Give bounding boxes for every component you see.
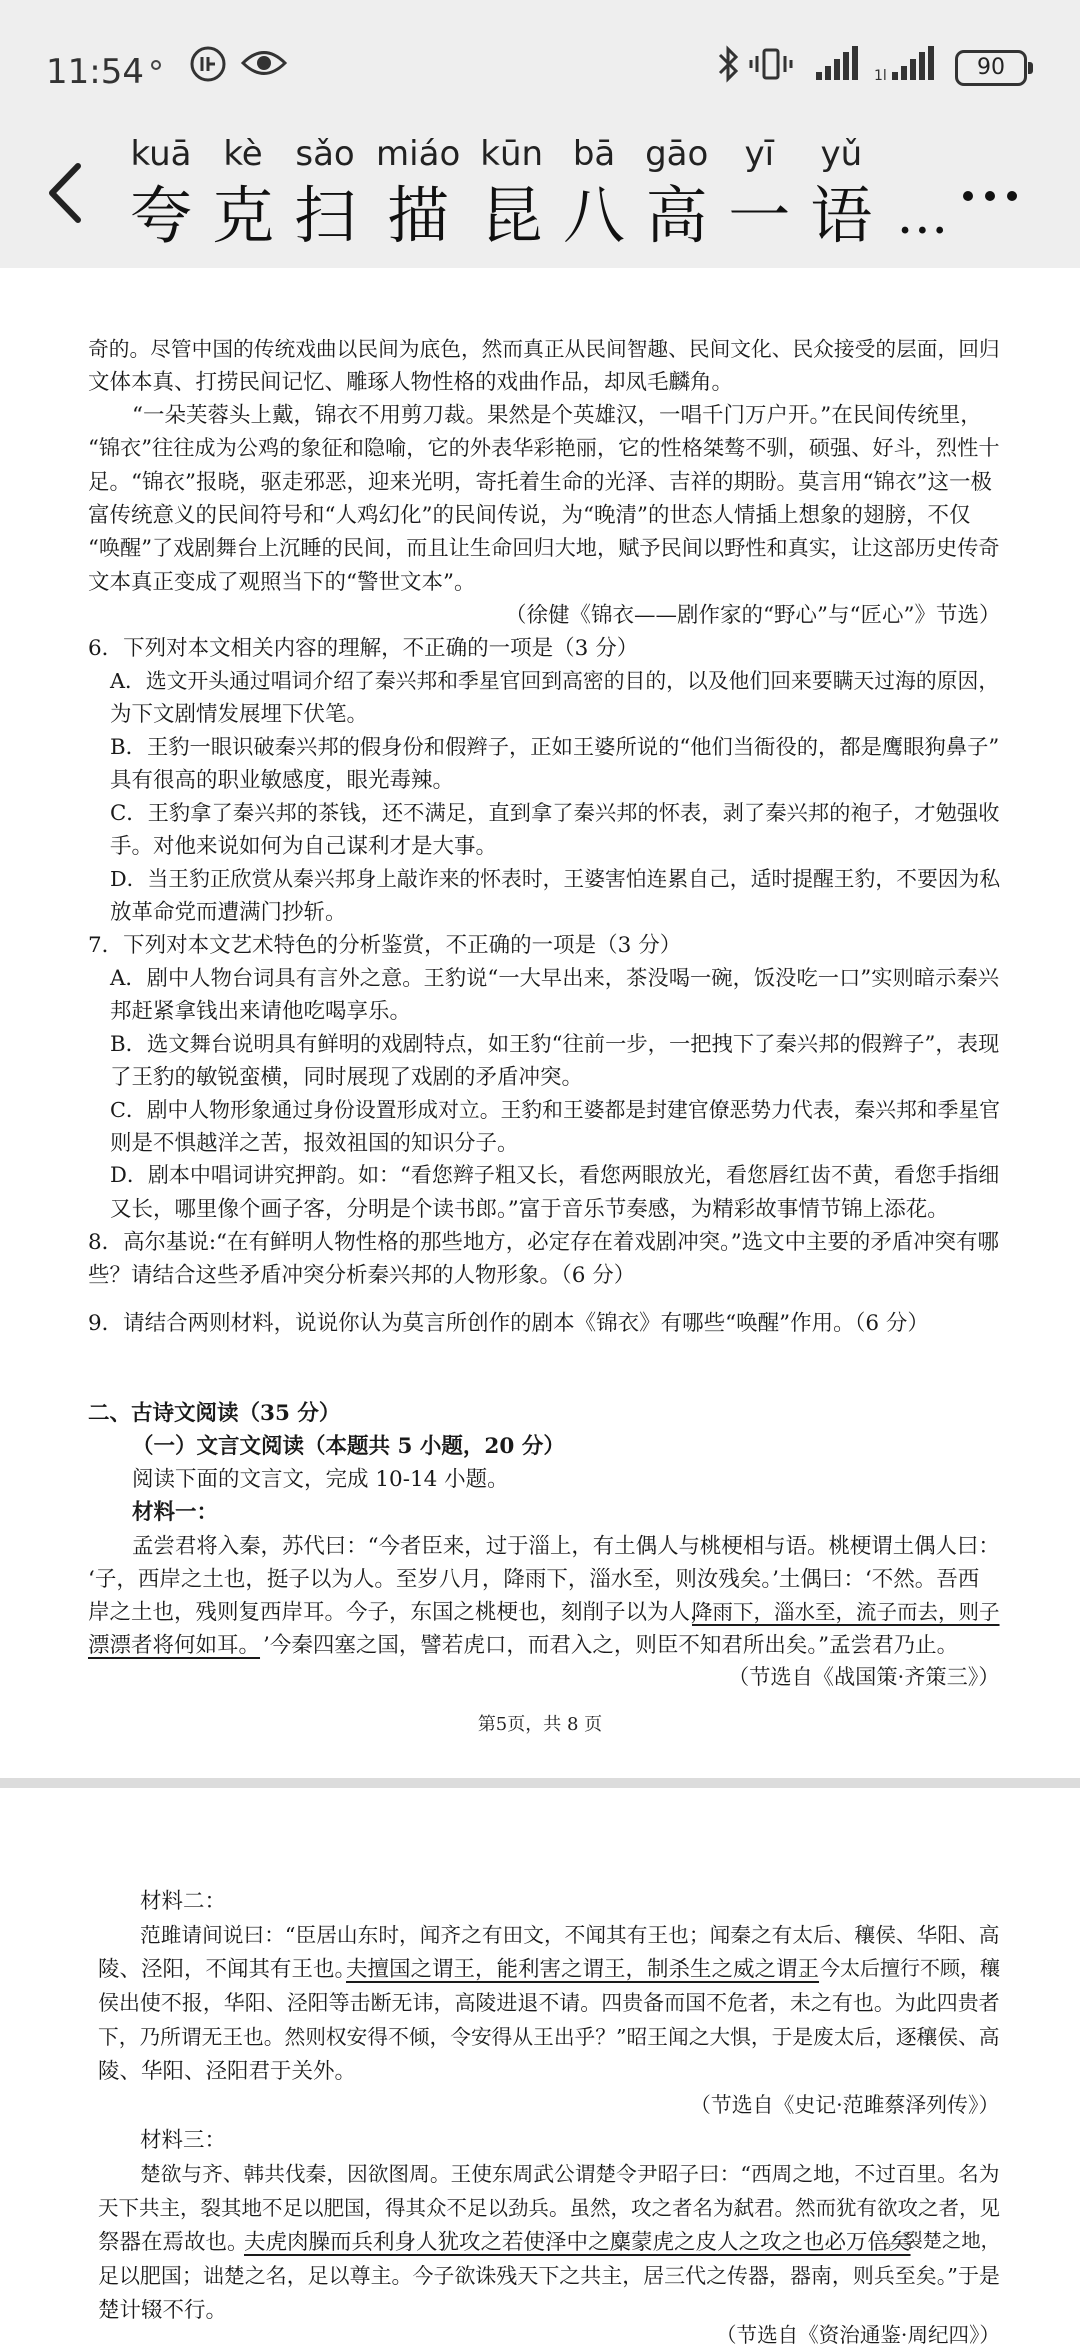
title-ellipsis: … [896, 186, 949, 246]
doc-line: “一朵芙蓉头上戴，锦衣不用剪刀裁。果然是个英雄汉，一唱千门万户开。”在民间传统里， [132, 403, 982, 428]
source-citation: （节选自《战国策·齐策三》） [728, 1664, 1000, 1689]
doc-line: 岸之土也，残则复西岸耳。今子，东国之桃梗也，刻削子以为人， [88, 1600, 712, 1625]
title-char: sǎo 扫 [294, 134, 357, 252]
doc-line: 放革命党而遭满门抄斩。 [110, 900, 347, 925]
option-c: C．剧中人物形象通过身份设置形成对立。王豹和王婆都是封建官僚恶势力代表，秦兴邦和季星官 [110, 1098, 1001, 1122]
source-citation: （节选自《史记·范雎蔡泽列传》） [690, 2093, 1000, 2117]
doc-line: 则是不惧越洋之苦，报效祖国的知识分子。 [110, 1131, 519, 1156]
doc-line: ‘子，西岸之土也，挺子以为人。至岁八月，降雨下，淄水至，则汝残矣。’土偶曰：‘不然。吾西 [88, 1567, 980, 1592]
option-a: A．剧中人物台词具有言外之意。王豹说“一大早出来，茶没喝一碗，饭没吃一口”实则暗示秦兴 [110, 966, 1000, 991]
doc-line: 文体本真、打捞民间记忆、雕琢人物性格的戏曲作品，却凤毛麟角。 [88, 370, 734, 395]
app-notification-icon [188, 44, 228, 88]
doc-line: 阅读下面的文言文，完成 10-14 小题。 [132, 1467, 509, 1492]
signal-strength-2-icon [874, 46, 938, 86]
notification-dot-icon [150, 56, 162, 75]
doc-line: 侯出使不报，华阳、泾阳等击断无讳，高陵进退不请。四贵备而国不危者，未之有也。为此四贵者 [98, 1991, 1000, 2015]
doc-line: 陵、华阳、泾阳君于关外。 [98, 2059, 357, 2084]
option-a: A．选文开头通过唱词介绍了秦兴邦和季星官回到高密的目的，以及他们回来要瞒天过海的原因， [110, 669, 1000, 693]
material-label: 材料二： [140, 1889, 227, 1914]
more-options-button[interactable] [960, 170, 1020, 216]
svg-text:1l: 1l [874, 68, 887, 82]
page-title [130, 132, 948, 256]
section-heading: 二、古诗文阅读（35 分） [88, 1401, 341, 1426]
title-char: bā 八 [563, 134, 626, 252]
doc-line: 下，乃所谓无王也。然则权安得不倾，令安得从王出乎？”昭王闻之大惧，于是废太后，逐穰侯、高 [98, 2025, 1000, 2049]
doc-line: 奇的。尽管中国的传统戏曲以民间为底色，然而真正从民间智趣、民间文化、民众接受的层面，回归 [88, 337, 1000, 361]
doc-line: 具有很高的职业敏感度，眼光毒辣。 [110, 768, 455, 793]
doc-line: 楚计辍不行。 [98, 2298, 228, 2323]
option-b: B．选文舞台说明具有鲜明的戏剧特点，如王豹“往前一步，一把拽下了秦兴邦的假辫子”，表现 [110, 1032, 1000, 1057]
doc-line: 手。对他来说如何为自己谋利才是大事。 [110, 834, 498, 859]
question-9: 9．请结合两则材料，说说你认为莫言所创作的剧本《锦衣》有哪些“唤醒”作用。（6 分） [88, 1311, 929, 1336]
title-char: kuā 夸 [130, 134, 193, 252]
question-7: 7．下列对本文艺术特色的分析鉴赏，不正确的一项是（3 分） [88, 933, 682, 958]
doc-line: 孟尝君将入秦，苏代曰：“今者臣来，过于淄上，有土偶人与桃梗相与语。桃梗谓土偶人曰： [132, 1534, 1000, 1559]
doc-line: ’今秦四塞之国，譬若虎口，而君入之，则臣不知君所出矣。”孟尝君乃止。 [263, 1633, 959, 1658]
material-label: 材料三： [140, 2128, 227, 2153]
material-label: 材料一： [132, 1500, 219, 1525]
page-divider [0, 1778, 1080, 1788]
doc-line: 足。“锦衣”报晓，驱走邪恶，迎来光明，寄托着生命的光泽、吉祥的期盼。莫言用“锦衣”这一极 [88, 470, 992, 495]
underlined-sentence: 漂漂者将何如耳。 [88, 1633, 261, 1658]
subsection-heading: （一）文言文阅读（本题共 5 小题，20 分） [132, 1434, 565, 1459]
doc-line: 陵、泾阳，不闻其有王也。 [98, 1957, 357, 1982]
doc-line: 富传统意义的民间符号和“人鸡幻化”的民间传说，为“晚清”的世态人情插上想象的翅膀，不仅 [88, 503, 971, 528]
doc-line: 了王豹的敏锐蛮横，同时展现了戏剧的矛盾冲突。 [110, 1065, 584, 1090]
option-d: D．当王豹正欣赏从秦兴邦身上敲诈来的怀表时，王婆害怕连累自己，适时提醒王豹，不要因为私 [110, 867, 1001, 891]
doc-line: 。今太后擅行不顾，穰 [800, 1956, 1000, 1980]
doc-line: 祭器在焉故也。 [98, 2230, 249, 2255]
title-char: yī 一 [728, 134, 791, 252]
title-char: gāo 高 [645, 134, 709, 252]
source-citation: （徐健《锦衣——剧作家的“野心”与“匠心”》节选） [505, 603, 1001, 628]
more-dots-icon [960, 186, 1020, 206]
doc-line: “锦衣”往往成为公鸡的象征和隐喻，它的外表华彩艳丽，它的性格桀骜不驯，硕强、好斗，烈性十 [88, 435, 1000, 460]
option-b: B．王豹一眼识破秦兴邦的假身份和假辫子，正如王婆所说的“他们当衙役的，都是鹰眼狗鼻子” [110, 735, 1000, 760]
question-6: 6．下列对本文相关内容的理解，不正确的一项是（3 分） [88, 636, 639, 661]
doc-line: 足以肥国；诎楚之名，足以尊主。今子欲诛残天下之共主，居三代之传器，器南，则兵至矣。”于是 [98, 2264, 1000, 2288]
doc-line: “唤醒”了戏剧舞台上沉睡的民间，而且让生命回归大地，赋予民间以野性和真实，让这部历史传奇 [88, 535, 1000, 560]
title-char: kè 克 [212, 134, 275, 252]
doc-line: 邦赶紧拿钱出来请他吃喝享乐。 [110, 999, 412, 1024]
eye-icon [240, 46, 288, 84]
title-bar [0, 120, 1080, 268]
doc-line: 天下共主，裂其地不足以肥国，得其众不足以劲兵。虽然，攻之者名为弑君。然而犹有欲攻之者，见 [98, 2196, 1000, 2220]
question-8: 8．高尔基说:“在有鲜明人物性格的那些地方，必定存在着戏剧冲突。”选文中主要的矛盾冲突有哪 [88, 1230, 999, 1255]
vibrate-icon [748, 44, 794, 88]
doc-line: 楚欲与齐、韩共伐秦，因欲图周。王使东周武公谓楚令尹昭子曰：“西周之地，不过百里。名为 [140, 2162, 1000, 2186]
signal-strength-icon [814, 46, 860, 86]
option-d: D．剧本中唱词讲究押韵。如：“看您辫子粗又长，看您两眼放光，看您唇红齿不黄，看您手指细 [110, 1162, 1000, 1187]
title-char: yǔ 语 [810, 134, 873, 252]
doc-line: 些？请结合这些矛盾冲突分析秦兴邦的人物形象。（6 分） [88, 1263, 636, 1288]
title-char: miáo 描 [376, 134, 461, 252]
status-time: 11:54 [46, 52, 144, 92]
bluetooth-icon [716, 44, 740, 88]
option-c: C．王豹拿了秦兴邦的茶钱，还不满足，直到拿了秦兴邦的怀表，剥了秦兴邦的袍子，才勉强收 [110, 801, 1000, 826]
title-char: kūn 昆 [480, 134, 544, 252]
chevron-left-icon [40, 158, 90, 228]
battery-indicator: 90 [955, 50, 1027, 86]
underlined-sentence: 夫虎肉臊而兵利身人犹攻之若使泽中之麋蒙虎之皮人之攻之也必万倍矣 [244, 2230, 911, 2255]
underlined-sentence: 降雨下，淄水至，流子而去，则子 [692, 1600, 1000, 1624]
doc-line: 为下文剧情发展埋下伏笔。 [110, 702, 369, 727]
doc-line: 文本真正变成了观照当下的“警世文本”。 [88, 570, 476, 595]
doc-line: 范雎请间说曰：“臣居山东时，闻齐之有田文，不闻其有王也；闻秦之有太后、穰侯、华阳、高 [140, 1923, 1000, 1947]
underlined-sentence: 夫擅国之谓王，能利害之谓王，制杀生之威之谓王 [346, 1957, 820, 1982]
back-button[interactable] [40, 158, 90, 228]
doc-line: 。裂楚之地， [884, 2229, 1000, 2252]
source-citation: （节选自《资治通鉴·周纪四》） [716, 2323, 1000, 2347]
doc-line: 又长，哪里像个画子客，分明是个读书郎。”富于音乐节奏感，为精彩故事情节锦上添花。 [110, 1197, 949, 1222]
status-bar [0, 0, 1080, 120]
page-footer: 第5页，共 8 页 [477, 1714, 603, 1735]
